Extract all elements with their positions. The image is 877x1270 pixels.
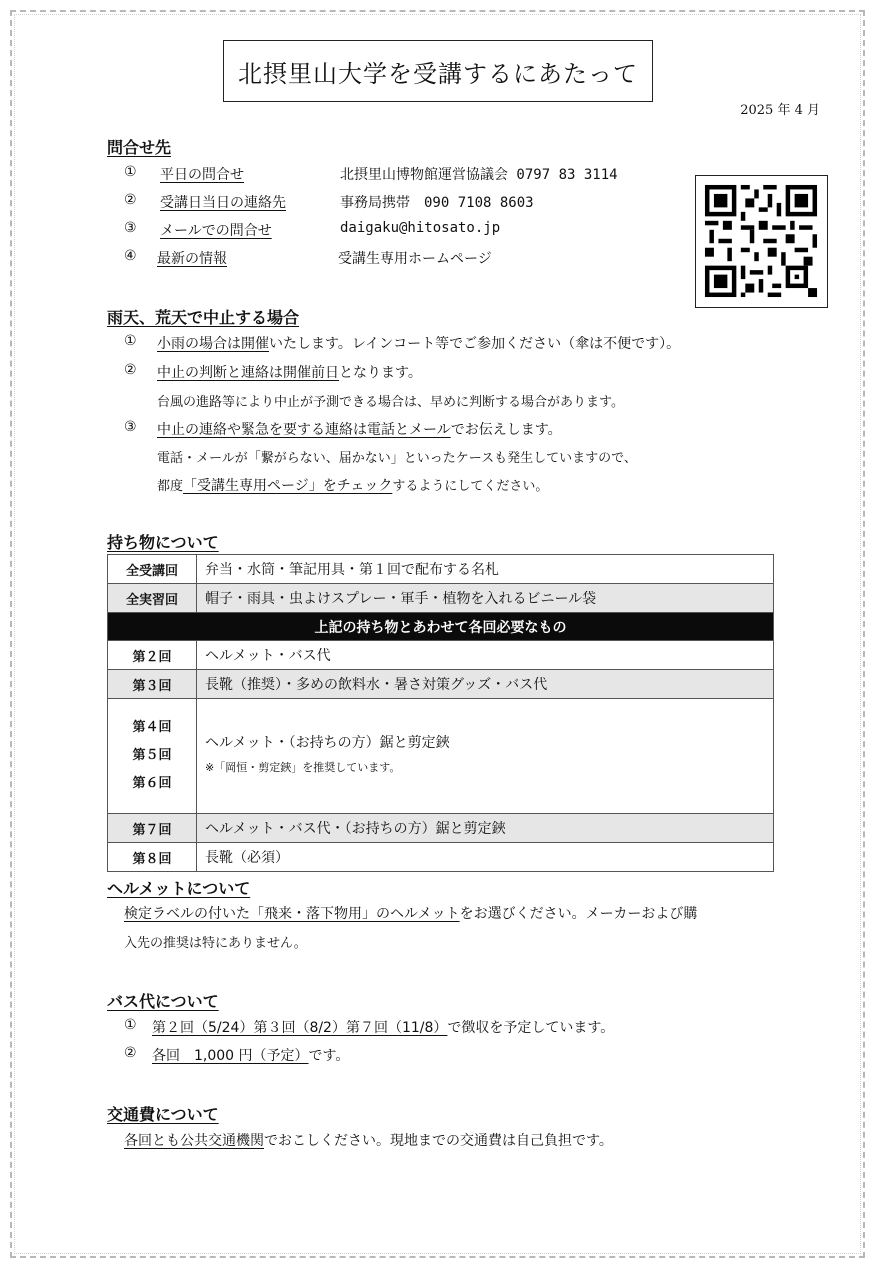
contact-item-email: ③ メールでの問合せ daigaku@hitosato.jp bbox=[124, 220, 501, 239]
belongings-heading: 持ち物について bbox=[107, 533, 219, 552]
bus-heading: バス代について bbox=[107, 992, 219, 1011]
table-row: 第７回 ヘルメット・バス代・（お持ちの方）鋸と剪定鋏 bbox=[108, 814, 774, 843]
member-page-link[interactable]: 「受講生専用ページ」をチェック bbox=[183, 478, 393, 494]
email-link[interactable]: daigaku@hitosato.jp bbox=[340, 220, 501, 236]
table-row: 第８回 長靴（必須） bbox=[108, 843, 774, 872]
rain-item-1: ① 小雨の場合は開催いたします。レインコート等でご参加ください（傘は不便です）。 bbox=[124, 333, 681, 352]
table-banner-row: 上記の持ち物とあわせて各回必要なもの bbox=[108, 613, 774, 641]
bus-item-2: ② 各回 1,000 円（予定）です。 bbox=[124, 1045, 350, 1064]
rain-item-2-note: 台風の進路等により中止が予測できる場合は、早めに判断する場合があります。 bbox=[157, 395, 624, 410]
transport-heading: 交通費について bbox=[107, 1105, 219, 1124]
bus-item-1: ① 第２回（5/24）第３回（8/2）第７回（11/8）で徴収を予定しています。 bbox=[124, 1017, 615, 1036]
issue-date: 2025 年 4 月 bbox=[740, 103, 820, 118]
rain-item-3: ③ 中止の連絡や緊急を要する連絡は電話とメールでお伝えします。 bbox=[124, 419, 562, 438]
belongings-table bbox=[107, 554, 774, 872]
page-title: 北摂里山大学を受講するにあたって bbox=[223, 40, 653, 102]
rain-item-3-check: 都度「受講生専用ページ」をチェックするようにしてください。 bbox=[157, 478, 549, 494]
contact-item-latest: ④ 最新の情報 受講生専用ホームページ bbox=[124, 248, 492, 267]
rain-item-2: ② 中止の判断と連絡は開催前日となります。 bbox=[124, 362, 422, 381]
helmet-text: 検定ラベルの付いた「飛来・落下物用」のヘルメットをお選びください。メーカーおよび購 入先の推奨は特にありません。 bbox=[124, 906, 698, 951]
table-row: 第２回 ヘルメット・バス代 bbox=[108, 641, 774, 670]
helmet-heading: ヘルメットについて bbox=[107, 879, 251, 898]
contact-label: 平日の問合せ bbox=[160, 167, 244, 183]
rain-heading: 雨天、荒天で中止する場合 bbox=[107, 308, 300, 327]
rain-item-3-note: 電話・メールが「繋がらない、届かない」といったケースも発生していますので、 bbox=[157, 451, 637, 466]
contact-value: 事務局携帯 090 7108 8603 bbox=[340, 195, 534, 211]
contact-value: 受講生専用ホームページ bbox=[338, 251, 492, 267]
table-row: 第４回 第５回 第６回 ヘルメット・（お持ちの方）鋸と剪定鋏 ※「岡恒・剪定鋏」を推奨しています。 bbox=[108, 699, 774, 814]
table-row: 全受講回 弁当・水筒・筆記用具・第１回で配布する名札 bbox=[108, 555, 774, 584]
contact-item-lecture-day: ② 受講日当日の連絡先 事務局携帯 090 7108 8603 bbox=[124, 192, 534, 211]
contact-label: メールでの問合せ bbox=[160, 223, 272, 239]
qr-code-icon[interactable] bbox=[695, 175, 828, 308]
table-row: 第３回 長靴（推奨）・多めの飲料水・暑さ対策グッズ・バス代 bbox=[108, 670, 774, 699]
contact-label: 受講日当日の連絡先 bbox=[160, 195, 286, 211]
table-row: 全実習回 帽子・雨具・虫よけスプレー・軍手・植物を入れるビニール袋 bbox=[108, 584, 774, 613]
contact-heading: 問合せ先 bbox=[107, 138, 172, 157]
transport-text: 各回とも公共交通機関でおこしください。現地までの交通費は自己負担です。 bbox=[124, 1133, 613, 1149]
contact-label: 最新の情報 bbox=[157, 251, 227, 267]
contact-item-weekday: ① 平日の問合せ 北摂里山博物館運営協議会 0797 83 3114 bbox=[124, 164, 618, 183]
contact-value: 北摂里山博物館運営協議会 0797 83 3114 bbox=[340, 167, 618, 183]
